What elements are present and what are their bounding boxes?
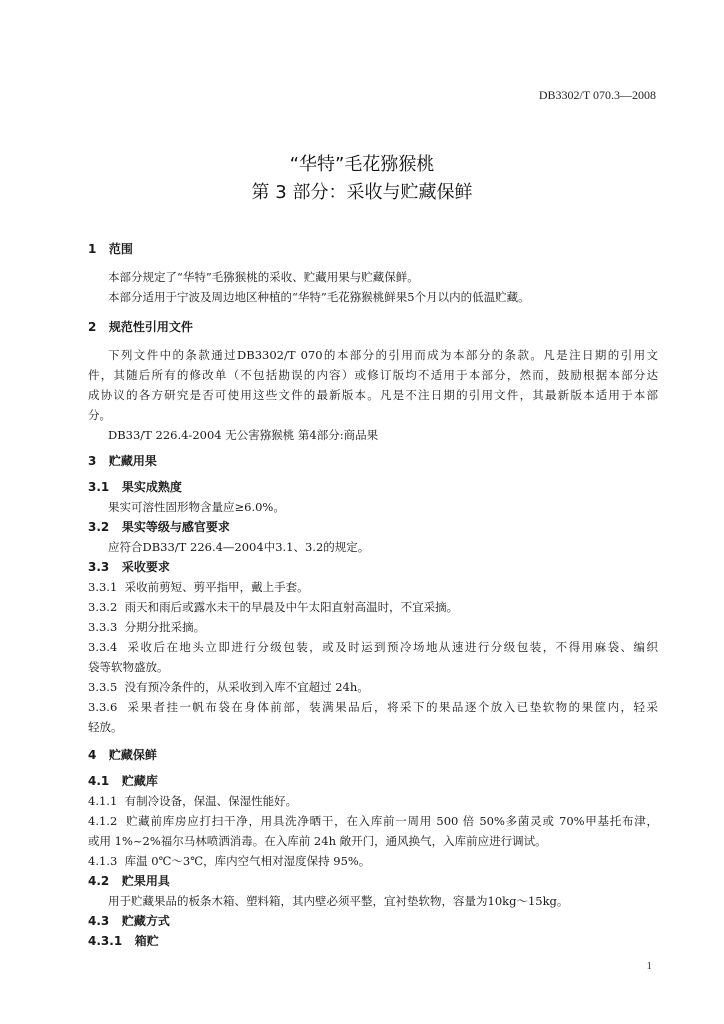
clause-text: 有制冷设备，保温、保湿性能好。 [124,794,298,808]
section-number: 3 [88,454,97,468]
doc-subtitle: 第 3 部分：采收与贮藏保鲜 [251,182,473,203]
clause-number: 3.3.6 [88,700,118,714]
clause-number: 4.1.1 [88,794,118,808]
subsection-number: 4.2 [88,874,110,888]
paragraph: 用于贮藏果品的板条木箱、塑料箱，其内壁必须平整，宜衬垫软物，容量为10kg～15kg。 [108,894,569,908]
subsection-4-3-1-heading [88,934,159,948]
subsection-title: 贮果用具 [121,874,170,888]
subsection-4-1-heading [88,774,158,788]
paragraph: 本部分适用于宁波及周边地区种植的“华特”毛花猕猴桃鲜果5个月以内的低温贮藏。 [108,290,530,304]
page-number: 1 [646,960,652,972]
clause-3-3-5 [88,680,369,694]
section-number: 1 [88,242,97,256]
section-title: 范围 [108,242,133,256]
clause-number: 3.3.5 [88,680,118,694]
paragraph-line: 件，其随后所有的修改单（不包括勘误的内容）或修订版均不适用于本部分，然而，鼓励根据本部分达 [88,368,658,382]
clause-text-continued: 或用 1%~2%福尔马林喷洒消毒。在入库前 24h 敞开门，通风换气，入库前应进行调试。 [88,834,547,848]
clause-number: 3.3.3 [88,620,118,634]
clause-text-continued: 袋等软物盛放。 [88,660,169,674]
paragraph-line: 下列文件中的条款通过DB3302/T 070的本部分的引用而成为本部分的条款。凡是注日期的引用文 [108,348,658,362]
clause-4-1-3 [88,854,370,868]
clause-number: 3.3.2 [88,600,118,614]
doc-title: “华特”毛花猕猴桃 [289,154,435,175]
clause-number: 3.3.4 [88,640,118,654]
subsection-title: 果实成熟度 [121,480,182,494]
subsection-title: 果实等级与感官要求 [121,520,230,534]
paragraph: 应符合DB33/T 226.4—2004中3.1、3.2的规定。 [108,540,370,554]
section-title: 贮藏用果 [108,454,157,468]
section-3-heading [88,454,157,468]
subsection-title: 采收要求 [121,560,170,574]
clause-number: 4.1.3 [88,854,118,868]
subsection-3-3-heading [88,560,170,574]
section-2-heading [88,320,193,334]
clause-3-3-1 [88,580,309,594]
clause-number: 3.3.1 [88,580,118,594]
subsection-number: 4.1 [88,774,110,788]
paragraph: 果实可溶性固形物含量应≥6.0%。 [108,500,285,514]
section-title: 贮藏保鲜 [108,748,157,762]
clause-4-1-2 [88,814,658,828]
clause-text: 贮藏前库房应打扫干净，用具洗净晒干，在入库前一周用 500 倍 50%多菌灵或 70%甲基托布津， [126,814,658,828]
section-number: 4 [88,748,97,762]
clause-3-3-6 [88,700,658,714]
subsection-number: 3.1 [88,480,110,494]
paragraph-line: 成协议的各方研究是否可使用这些文件的最新版本。凡是不注日期的引用文件，其最新版本适用于本部 [88,388,658,402]
clause-text: 采收前剪短、剪平指甲，戴上手套。 [124,580,309,594]
standard-code: DB3302/T 070.3—2008 [538,88,656,102]
subsection-4-2-heading [88,874,170,888]
clause-text: 采果者挂一帆布袋在身体前部，装满果品后，将采下的果品逐个放入已垫软物的果筐内，轻采 [127,700,658,714]
clause-text: 分期分批采摘。 [124,620,206,634]
paragraph-line: 分。 [88,408,111,422]
section-number: 2 [88,320,97,334]
subsection-3-2-heading [88,520,230,534]
section-title: 规范性引用文件 [108,320,193,334]
subsection-title: 箱贮 [134,934,159,948]
normative-reference: DB33/T 226.4-2004 无公害猕猴桃 第4部分:商品果 [108,428,379,442]
subsection-4-3-heading [88,914,170,928]
clause-3-3-2 [88,600,458,614]
subsection-title: 贮藏库 [121,774,158,788]
subsection-number: 3.2 [88,520,110,534]
paragraph: 本部分规定了“华特”毛猕猴桃的采收、贮藏用果与贮藏保鲜。 [108,270,419,284]
clause-text: 雨天和雨后或露水未干的早晨及中午太阳直射高温时，不宜采摘。 [124,600,459,614]
clause-text-continued: 轻放。 [88,720,123,734]
clause-number: 4.1.2 [88,814,118,828]
clause-3-3-4 [88,640,658,654]
subsection-title: 贮藏方式 [121,914,170,928]
section-4-heading [88,748,157,762]
clause-3-3-3 [88,620,205,634]
clause-4-1-1 [88,794,297,808]
clause-text: 没有预冷条件的，从采收到入库不宜超过 24h。 [124,680,369,694]
clause-text: 采收后在地头立即进行分级包装，或及时运到预冷场地从速进行分级包装，不得用麻袋、编织 [127,640,658,654]
subsection-number: 4.3.1 [88,934,123,948]
subsection-number: 4.3 [88,914,110,928]
subsection-3-1-heading [88,480,182,494]
section-1-heading [88,242,133,256]
clause-text: 库温 0℃～3℃，库内空气相对湿度保持 95%。 [124,854,371,868]
subsection-number: 3.3 [88,560,110,574]
